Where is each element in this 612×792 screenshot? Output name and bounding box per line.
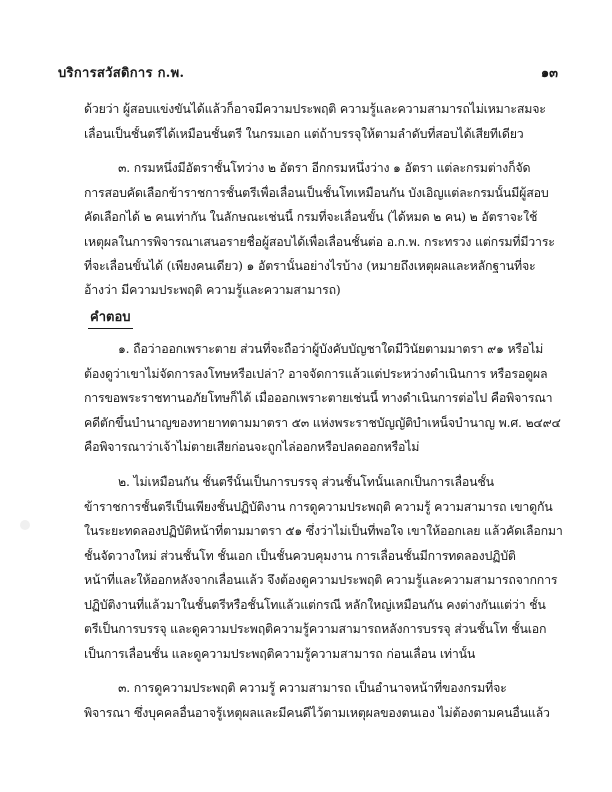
answer-line: คดีตักขึ้นบำนาญของทายาทตามมาตรา ๕๓ แห่งพระราชบัญญัติบำเหน็จบำนาญ พ.ศ. ๒๔๙๔ xyxy=(84,415,561,430)
answer-line: ข้าราชการชั้นตรีเป็นเพียงชั้นปฏิบัติงาน การดูความประพฤติ ความรู้ ความสามารถ เขาดูกัน xyxy=(84,499,553,514)
answer-line: ในระยะทดลองปฏิบัติหน้าที่ตามมาตรา ๕๑ ซึ่งว่าไม่เป็นที่พอใจ เขาให้ออกเลย แล้วคัดเลือกมา xyxy=(84,523,563,538)
answer-line: ชั้นจัดวางใหม่ ส่วนชั้นโท ชั้นเอก เป็นชั้นควบคุมงาน การเลื่อนชั้นมีการทดลองปฏิบัติ xyxy=(84,548,516,563)
answer-line: การขอพระราชทานอภัยโทษก็ได้ เมื่อออกเพราะตายเช่นนี้ ทางดำเนินการต่อไป คือพิจารณา xyxy=(84,390,553,405)
answer-line: เป็นการเลื่อนชั้น และดูความประพฤติความรู้ความสามารถ ก่อนเลื่อน เท่านั้น xyxy=(84,646,476,661)
page-header xyxy=(58,62,558,84)
page-number: ๑๓ xyxy=(540,66,558,81)
answer-line: ๒. ไม่เหมือนกัน ชั้นตรีนั้นเป็นการบรรจุ ส่วนชั้นโทนั้นเลกเป็นการเลื่อนชั้น xyxy=(118,474,494,489)
question-line: การสอบคัดเลือกข้าราชการชั้นตรีเพื่อเลื่อนเป็นชั้นโทเหมือนกัน บังเอิญแต่ละกรมนั้นมีผู้สอบ xyxy=(84,185,549,200)
question-line: อ้างว่า มีความประพฤติ ความรู้และความสามารถ) xyxy=(84,282,341,297)
answer-line: คือพิจารณาว่าเจ้าไม่ตายเสียก่อนจะถูกไล่ออกหรือปลดออกหรือไม่ xyxy=(84,439,420,454)
answer-line: ๓. การดูความประพฤติ ความรู้ ความสามารถ เป็นอำนาจหน้าที่ของกรมที่จะ xyxy=(118,680,507,695)
question-line: คัดเลือกได้ ๒ คนเท่ากัน ในลักษณะเช่นนี้ กรมที่จะเลื่อนขั้น (ได้หมด ๒ คน) ๒ อัตราจะใช้ xyxy=(84,209,538,224)
answer-line: พิจารณา ซึ่งบุคคลอื่นอาจรู้เหตุผลและมีคนดีไว้ตามเหตุผลของตนเอง ไม่ต้องตามคนอื่นแล้ว xyxy=(84,705,550,720)
question-line: เลื่อนเป็นชั้นตรีได้เหมือนชั้นตรี ในกรมเอก แต่ถ้าบรรจุให้ตามลำดับที่สอบได้เสียทีเดียว xyxy=(84,126,524,141)
question-line: ด้วยว่า ผู้สอบแข่งขันได้แล้วก็อาจมีความประพฤติ ความรู้และความสามารถไม่เหมาะสมจะ xyxy=(84,101,546,116)
answer-line: ปฏิบัติงานที่แล้วมาในชั้นตรีหรือชั้นโทแล้วแต่กรณี หลักใหญ่เหมือนกัน คงต่างกันแต่ว่า ชั้น xyxy=(84,597,546,612)
question-line: เหตุผลในการพิจารณาเสนอรายชื่อผู้สอบได้เพื่อเลื่อนชั้นต่อ อ.ก.พ. กระทรวง แต่กรมที่มีวาระ xyxy=(84,234,555,249)
answer-line: ต้องดูว่าเขาไม่จัดการลงโทษหรือเปล่า? อาจจัดการแล้วแต่ประหว่างดำเนินการ หรือรอดูผล xyxy=(84,366,548,381)
running-title: บริการสวัสดิการ ก.พ. xyxy=(58,66,185,81)
question-line: ๓. กรมหนึ่งมีอัตราชั้นโทว่าง ๒ อัตรา อีกกรมหนึ่งว่าง ๑ อัตรา แต่ละกรมต่างก็จัด xyxy=(118,160,531,175)
answer-line: ตรีเป็นการบรรจุ และดูความประพฤติความรู้ความสามารถหลังการบรรจุ ส่วนชั้นโท ชั้นเอก xyxy=(84,621,547,636)
question-line: ที่จะเลื่อนขั้นได้ (เพียงคนเดียว) ๑ อัตรานั้นอย่างไรบ้าง (หมายถึงเหตุผลและหลักฐานที่จะ xyxy=(84,258,536,273)
answer-heading: คำตอบ xyxy=(88,306,133,329)
binding-hole xyxy=(20,520,30,530)
answer-line: ๑. ถือว่าออกเพราะตาย ส่วนที่จะถือว่าผู้บังคับบัญชาใดมีวินัยตามมาตรา ๙๑ หรือไม่ xyxy=(118,341,544,356)
answer-line: หน้าที่และให้ออกหลังจากเลื่อนแล้ว จึงต้องดูความประพฤติ ความรู้และความสามารถจากการ xyxy=(84,572,558,587)
